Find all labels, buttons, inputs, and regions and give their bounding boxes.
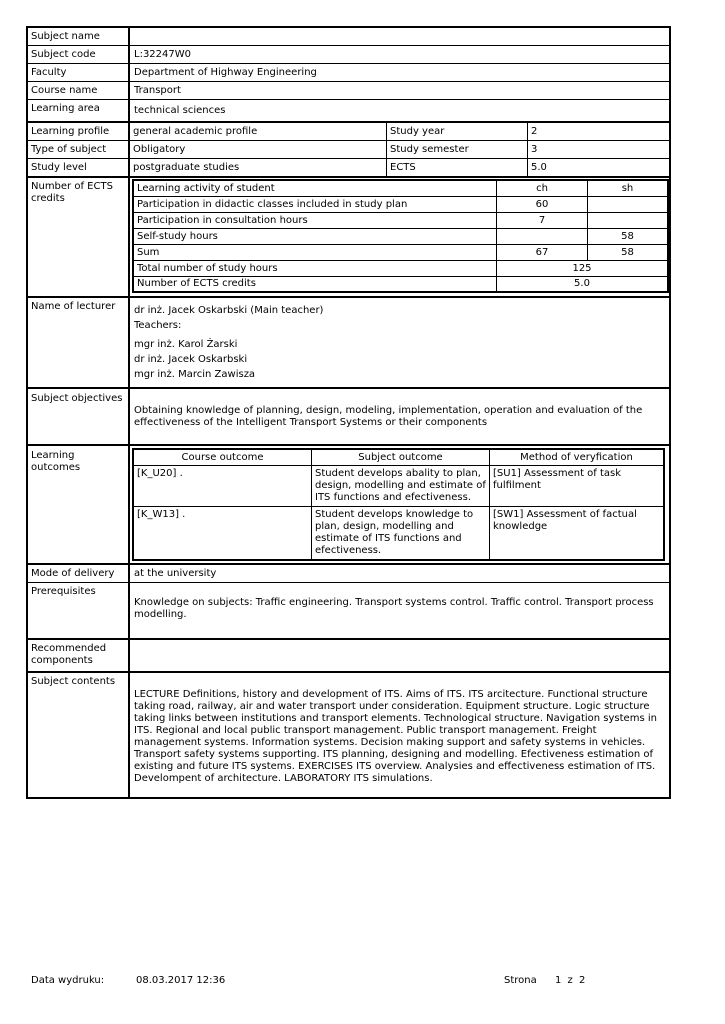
outcome-subject: Student develops abality to plan, design, modelling and estimate of ITS functions and efectiveness. <box>312 466 490 507</box>
row-subject-contents <box>28 673 669 797</box>
ects-row <box>133 212 668 228</box>
outcome-course: [K_W13] . <box>133 507 312 561</box>
outcomes-header-row <box>133 449 664 466</box>
learning-profile-value: general academic profile <box>130 123 387 140</box>
row-objectives <box>28 389 669 446</box>
ects-row <box>133 196 668 212</box>
course-name-label: Course name <box>28 82 130 99</box>
print-date-label: Data wydruku: <box>31 975 105 986</box>
ects-total-row <box>133 260 668 276</box>
study-level-label: Study level <box>28 159 130 176</box>
subject-name-value <box>130 28 669 45</box>
ects-ch: 67 <box>497 244 588 260</box>
ects-header-activity: Learning activity of student <box>133 180 497 196</box>
type-of-subject-value: Obligatory <box>130 141 387 158</box>
outcomes-table-wrapper <box>130 446 669 563</box>
row-mode-of-delivery <box>28 565 669 583</box>
ects-row <box>133 228 668 244</box>
ects-credits-row-label: Number of ECTS credits <box>133 276 497 292</box>
outcomes-table <box>132 448 665 561</box>
ects-activity: Self-study hours <box>133 228 497 244</box>
course-name-value: Transport <box>134 85 181 96</box>
prerequisites-label: Prerequisites <box>28 583 130 638</box>
outcome-method: [SW1] Assessment of factual knowledge <box>490 507 665 561</box>
ects-sh <box>588 212 669 228</box>
ects-row <box>133 244 668 260</box>
objectives-text: Obtaining knowledge of planning, design, modeling, implementation, operation and evaluation of the effectiveness of the Intelligent Transport Systems or their components <box>134 405 643 428</box>
teachers-label: Teachers: <box>134 320 182 331</box>
outcome-row <box>133 507 664 561</box>
ects-header-row <box>133 180 668 196</box>
ects-activity: Participation in consultation hours <box>133 212 497 228</box>
study-semester-value: 3 <box>531 144 538 155</box>
teacher-item: mgr inż. Marcin Zawisza <box>134 369 256 380</box>
row-faculty <box>28 64 669 82</box>
ects-table <box>132 179 669 293</box>
outcomes-header-subject: Subject outcome <box>312 449 490 466</box>
learning-area-value: technical sciences <box>134 105 226 116</box>
row-recommended <box>28 640 669 673</box>
subject-code-value: L:32247W0 <box>134 49 192 60</box>
row-study-level <box>28 159 669 178</box>
row-course-name <box>28 82 669 100</box>
row-subject-name <box>28 28 669 46</box>
main-teacher: dr inż. Jacek Oskarbski (Main teacher) <box>134 305 324 316</box>
row-subject-code <box>28 46 669 64</box>
ects-header-sh: sh <box>588 180 669 196</box>
ects-total-value: 125 <box>497 260 669 276</box>
ects-credits-row <box>133 276 668 292</box>
ects-ch: 7 <box>497 212 588 228</box>
ects-total-label: Total number of study hours <box>133 260 497 276</box>
teacher-item: dr inż. Jacek Oskarbski <box>134 354 248 365</box>
prerequisites-text: Knowledge on subjects: Traffic engineering. Transport systems control. Traffic control. Transport process modelling. <box>134 597 654 620</box>
mode-label: Mode of delivery <box>28 565 130 582</box>
ects-credits-value: 5.0 <box>497 276 669 292</box>
page-label: Strona <box>504 975 537 986</box>
subject-name-label: Subject name <box>28 28 130 45</box>
study-semester-label: Study semester <box>387 141 528 158</box>
row-learning-outcomes <box>28 446 669 565</box>
study-year-label: Study year <box>387 123 528 140</box>
row-type-of-subject <box>28 141 669 159</box>
ects-activity: Sum <box>133 244 497 260</box>
ects-ch <box>497 228 588 244</box>
ects-label: ECTS <box>387 159 528 176</box>
print-date-value: 08.03.2017 12:36 <box>136 975 226 986</box>
ects-sh: 58 <box>588 228 669 244</box>
outcomes-header-course: Course outcome <box>133 449 312 466</box>
ects-sh: 58 <box>588 244 669 260</box>
faculty-label: Faculty <box>28 64 130 81</box>
mode-value: at the university <box>134 568 217 579</box>
row-learning-area <box>28 100 669 123</box>
syllabus-sheet <box>26 26 671 799</box>
row-prerequisites <box>28 583 669 640</box>
ects-header-ch: ch <box>497 180 588 196</box>
outcome-course: [K_U20] . <box>133 466 312 507</box>
study-level-value: postgraduate studies <box>130 159 387 176</box>
row-learning-profile <box>28 123 669 141</box>
type-of-subject-label: Type of subject <box>28 141 130 158</box>
objectives-label: Subject objectives <box>28 389 130 444</box>
row-ects-credits <box>28 178 669 298</box>
contents-label: Subject contents <box>28 673 130 797</box>
lecturer-label: Name of lecturer <box>28 298 130 387</box>
row-lecturer <box>28 298 669 389</box>
study-year-value: 2 <box>531 126 538 137</box>
lecturer-block <box>130 298 669 387</box>
teacher-item: mgr inż. Karol Żarski <box>134 339 238 350</box>
ects-value: 5.0 <box>531 162 547 173</box>
recommended-text <box>130 640 669 671</box>
subject-code-label: Subject code <box>28 46 130 63</box>
learning-outcomes-label: Learning outcomes <box>28 446 130 563</box>
contents-text: LECTURE Definitions, history and development of ITS. Aims of ITS. ITS arcitecture. Functional structure taking road, railway, air and water transport under consideration. Equipment structure. Logic structure taking links between institutions and transport elements. Technological structure. Navigation systems in ITS. Regional and local public transport management. Public transport management. Freight management systems. Information systems. Decision making support and safety systems in vehicles. Transport safety systems supporting. ITS planning, designing and modelling. Efectiveness estimation of existing and future ITS systems. EXERCISES ITS overview. Analysies and effectiveness estimation of ITS. Develompent of architecture. LABORATORY ITS simulations. <box>134 689 657 784</box>
page-number: 1 z 2 <box>555 975 586 986</box>
ects-sh <box>588 196 669 212</box>
ects-table-wrapper <box>130 178 671 296</box>
learning-area-label: Learning area <box>28 100 130 121</box>
recommended-label: Recommended components <box>28 640 130 671</box>
faculty-value: Department of Highway Engineering <box>134 67 317 78</box>
outcome-subject: Student develops knowledge to plan, design, modelling and estimate of ITS functions and efectiveness. <box>312 507 490 561</box>
ects-activity: Participation in didactic classes included in study plan <box>133 196 497 212</box>
ects-credits-label: Number of ECTS credits <box>28 178 130 296</box>
ects-ch: 60 <box>497 196 588 212</box>
learning-profile-label: Learning profile <box>28 123 130 140</box>
outcome-method: [SU1] Assessment of task fulfilment <box>490 466 665 507</box>
outcome-row <box>133 466 664 507</box>
outcomes-header-method: Method of veryfication <box>490 449 665 466</box>
